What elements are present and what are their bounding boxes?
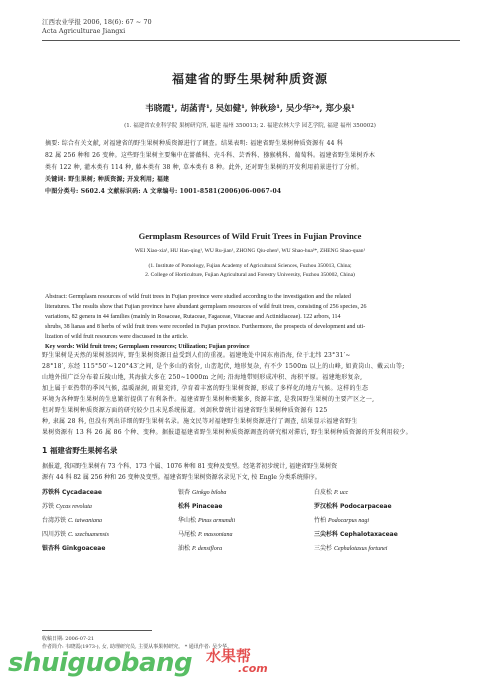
taxa-name-cn: 白皮松 [314,488,333,496]
taxa-name-latin: Pinaceae [191,502,223,510]
taxa-name-cn: 华山松 [178,516,197,524]
abstract-en-line: literatures. The results show that Fujian province have abundant germplasm resources of wild fruit trees, consisting of 256 species, 26 [45,304,367,310]
taxa-name-latin: P. densiflora [191,545,223,552]
taxa-row [42,526,450,540]
affiliation-en-line: 2. College of Horticulture, Fujian Agricultural and Forestry University, Fuzhou 350002, China) [145,272,355,278]
taxa-list [42,484,450,554]
taxa-name-cn: 银杏 [178,488,191,496]
taxa-name-latin: Podocarpus nagi [327,517,370,524]
abstract-en-line: lization of wild fruit resources were discussed in the article. [45,334,189,340]
taxa-name-latin: Cycadaceae [61,488,102,496]
body-line: 据报道, 我国野生果树有 73 个科、173 个属、1076 种和 81 变种及变型。经笔者初步统计, 福建省野生果树资 [42,463,338,470]
taxa-name-latin: Ginkgoaceae [61,544,106,552]
footnote-line: 作者简介: 韦晓霞(1973-), 女, 助理研究员, 主要从事果树研究。 * 通讯作者: 吴少华。 [42,644,233,650]
abstract-en-line: Abstract: Germplasm resources of wild fruit trees in Fujian province were studied according to the investigation and the related [45,294,351,300]
taxa-name-latin: Podocarpaceae [339,502,392,510]
taxa-species [314,515,450,524]
taxa-row [42,484,450,498]
taxa-name-cn: 三尖杉科 [314,530,339,538]
body-line: 环境为各种野生果树的生息繁衍提供了有利条件。福建省野生果树种类繁多, 资源丰富, 是我国野生果树的主要产区之一, [42,396,375,403]
keywords-cn: 关键词: 野生果树; 种质资源; 开发利用; 福建 [45,176,170,183]
taxa-species [42,529,178,538]
taxa-row [42,512,450,526]
taxa-name-cn: 台湾苏铁 [42,516,67,524]
body-line: 28°18′, 东经 115°50′~120°43′之间, 是个多山的省份, 山峦起伏, 地形复杂, 有不少 1500m 以上的山峰, 如黄岗山、戴云山等; [42,363,405,370]
taxa-name-latin: P. ucc [333,489,349,496]
title-en: Germplasm Resources of Wild Fruit Trees in Fujian Province [138,231,362,241]
taxa-family [178,501,314,510]
abstract-cn-line: 类有 122 种, 灌木类有 114 种, 藤本类有 38 种, 草本类有 8 种。此外, 还对野生果树的开发利用前景进行了分析。 [45,164,363,171]
taxa-name-cn: 松科 [178,502,191,510]
taxa-row [42,498,450,512]
footnote-line: 收稿日期: 2006-07-21 [42,636,95,642]
journal-header [42,18,152,36]
taxa-family [314,529,450,538]
taxa-family [314,501,450,510]
header-rule [42,40,460,41]
taxa-species [314,487,450,496]
section-heading: 1 福建省野生果树名录 [42,446,118,455]
body-line: 加上属于亚热带的季风气候, 温暖湿润, 雨量充沛, 孕育着丰富的野生果树资源, 形成了多样化的地方气候。这样的生态 [42,385,369,392]
body-intro [42,350,458,438]
taxa-name-cn: 罗汉松科 [314,502,339,510]
taxa-row [42,540,450,554]
abstract-en-line: shrubs, 38 lianas and 8 herbs of wild fruit trees were recorded in Fujian province. Furthermore, the prospects of development and uti- [45,324,366,330]
taxa-name-latin: Cycas revoluta [55,503,92,510]
taxa-name-latin: Cephalotaxus fortunei [333,545,388,552]
taxa-name-cn: 苏铁科 [42,488,61,496]
taxa-species [178,529,314,538]
body-line: 源有 44 科 82 属 256 种和 26 变种及变型。福建省野生果树资源名录见下文, 按 Engle 分类系统排序。 [42,474,321,481]
watermark-logo-domain: .com [238,662,268,675]
taxa-name-latin: Pinus armandii [197,517,236,524]
taxa-name-cn: 三尖杉 [314,544,333,552]
body-line: 但对野生果树种质资源方面的研究较少且未见系统报道。刘剑秋曾统计福建省野生果树种质资源有 125 [42,407,328,414]
taxa-name-latin: P. massoniana [197,531,233,538]
taxa-name-latin: Ginkgo biloba [191,489,227,496]
footnote-rule [42,630,152,631]
journal-header-line1: 江西农业学报 2006, 18(6): 67 ~ 70 [42,18,152,26]
body-line: 山地外围广泛分布着丘陵山地, 其海拔大多在 250~1000m 之间; 沿海地带则形成冲积、海积平原。福建地形复杂, [42,374,363,381]
affiliation-cn: (1. 福建省农业科学院 果树研究所, 福建 福州 350013; 2. 福建农林大学 园艺学院, 福建 福州 350002) [124,123,376,129]
taxa-name-latin: Cephalotaxaceae [339,530,398,538]
taxa-species [42,515,178,524]
affiliation-en [0,262,500,280]
section1-text [42,461,458,483]
taxa-species [178,543,314,552]
abstract-cn [45,138,455,198]
watermark-logo-text: shuiguobang [8,648,193,678]
abstract-cn-line: 82 属 256 种和 26 变种。这些野生果树主要集中在蔷薇科、壳斗科、芸香科、猕猴桃科、葡萄科。福建省野生果树乔木 [45,152,376,159]
watermark-logo-cn: 水果帮 [206,647,252,665]
taxa-name-latin: C. szechuanensis [67,531,109,538]
taxa-family [42,487,178,496]
taxa-species [178,515,314,524]
taxa-name-cn: 油松 [178,544,191,552]
abstract-en-line: variations, 82 genera in 44 families (mainly in Rosaceae, Rutaceae, Fagaceae, Vitaceae and Actinidiaceae). 122 arbors, 114 [45,314,341,320]
taxa-species [42,501,178,510]
affiliation-en-line: (1. Institute of Pomology, Fujian Academy of Agricultural Sciences, Fuzhou 350013, China; [148,263,352,269]
classification-cn: 中图分类号: S602.4 文献标识码: A 文章编号: 1001-8581(2006)06-0067-04 [45,188,282,195]
taxa-name-cn: 竹柏 [314,516,327,524]
taxa-name-cn: 苏铁 [42,502,55,510]
title-cn: 福建省的野生果树种质资源 [171,72,328,86]
abstract-en [45,292,455,352]
body-line: 种, 隶属 28 科, 但没有列出详细的野生果树名录。施文民等对福建野生果树资源进行了调查, 结果显示福建省野生 [42,418,358,425]
abstract-cn-line: 摘要: 综合有关文献, 对福建省的野生果树种质资源进行了调查。结果表明: 福建省野生果树种质资源有 44 科 [45,140,343,147]
body-line: 野生果树是天然的果树基因库, 野生果树资源日益受到人们的重视。福建地处中国东南沿海, 位于北纬 23°31′~ [42,352,351,359]
taxa-name-cn: 马尾松 [178,530,197,538]
taxa-name-cn: 银杏科 [42,544,61,552]
taxa-species [314,543,450,552]
taxa-name-cn: 四川苏铁 [42,530,67,538]
taxa-name-latin: C. taiwaniana [67,517,102,524]
keywords-en: Key words: Wild fruit trees; Germplasm resources; Utilization; Fujian province [45,344,250,350]
authors-en: WEI Xiao-xia¹, HU Han-qing¹, WU Ru-jian¹, ZHONG Qiu-zhen¹, WU Shao-hua²*, ZHENG Shao-quan¹ [134,248,366,254]
taxa-family [42,543,178,552]
taxa-species [178,487,314,496]
authors-cn: 韦晓霞¹, 胡菡青¹, 吴如健¹, 钟秋珍¹, 吴少华²*, 郑少泉¹ [145,104,355,114]
journal-header-line2: Acta Agriculturae Jiangxi [42,27,126,35]
body-line: 果树资源有 13 科 26 属 86 个种、变种。据报道福建省野生果树种质资源调查的研究相对滞后, 野生果树种质资源的开发利用较少。 [42,429,412,436]
